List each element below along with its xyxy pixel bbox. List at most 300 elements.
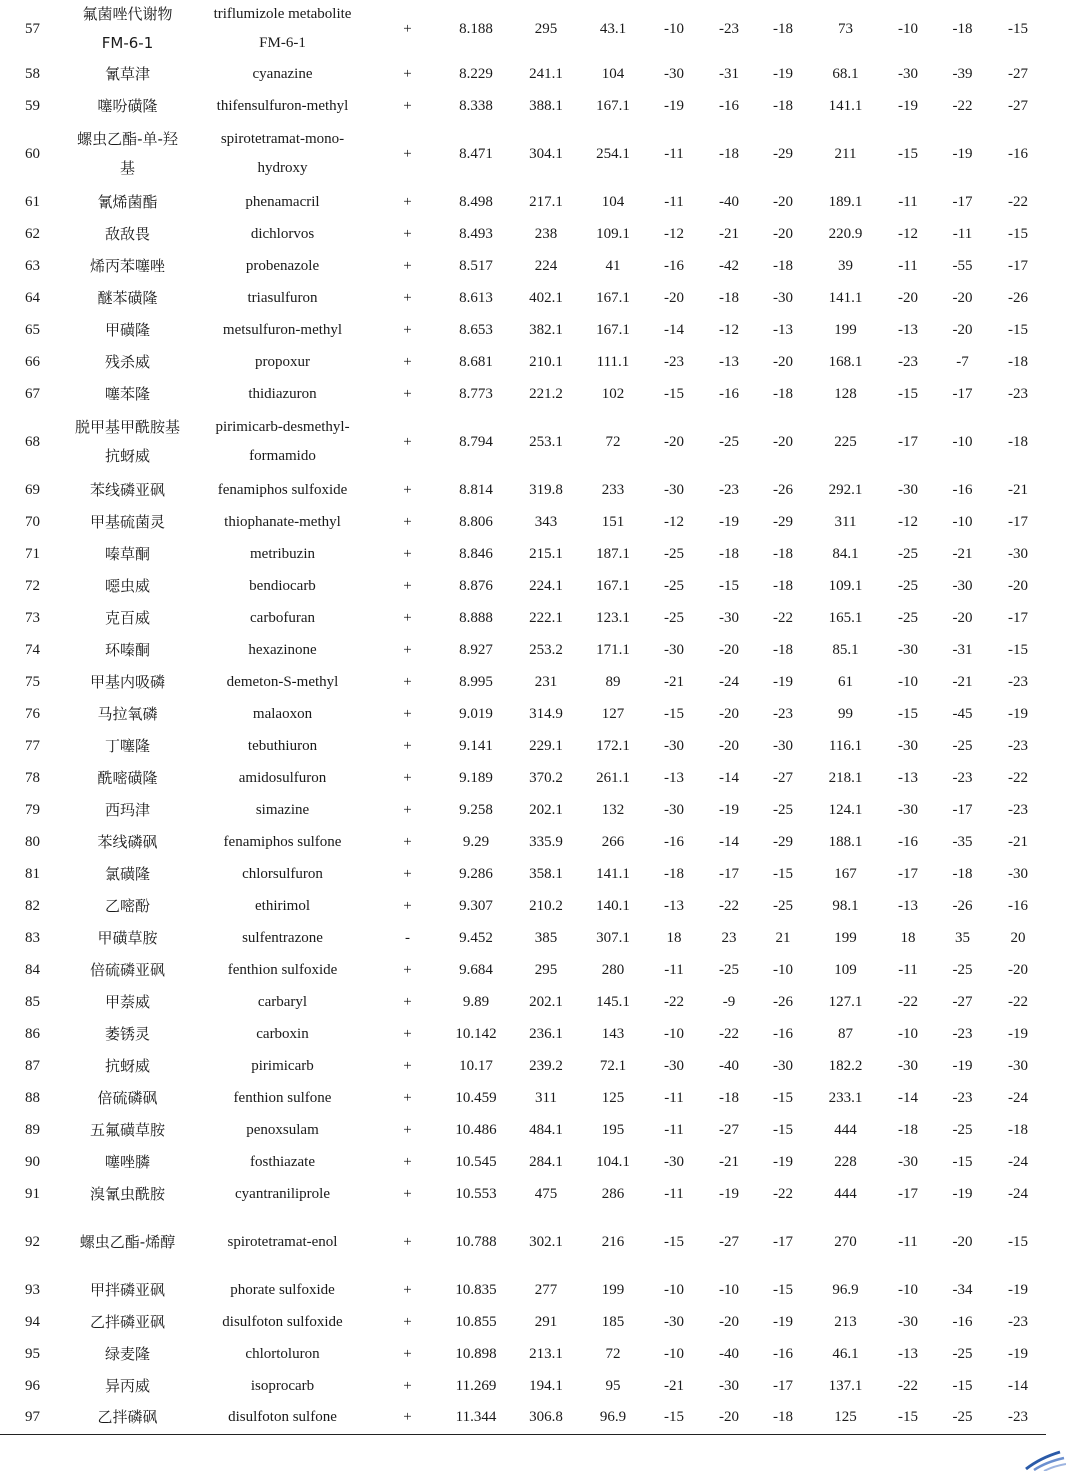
cell-precursor-ion: 239.2: [529, 1057, 563, 1074]
cell-param-a-2: -20: [952, 321, 973, 338]
cell-param-a-1: -22: [719, 1025, 739, 1042]
cell-param-a-2: -20: [952, 289, 973, 306]
cell-ion-mode: +: [403, 801, 412, 818]
cell-param-b-2: -23: [1008, 385, 1028, 402]
cell-name-cn: 马拉氧磷: [97, 704, 158, 723]
cell-retention-time: 9.307: [459, 897, 493, 914]
cell-param-a-2: -25: [952, 1345, 973, 1362]
cell-name-en: spirotetramat-enol: [227, 1233, 338, 1250]
table-row: [0, 474, 1046, 506]
cell-collision-energy-2: -11: [898, 961, 918, 978]
cell-product-ion-2: 233.1: [828, 1089, 863, 1106]
cell-product-ion-1: 151: [601, 513, 625, 530]
cell-param-b-1: -20: [773, 433, 793, 450]
cell-name-en: thifensulfuron-methyl: [216, 97, 349, 114]
cell-collision-energy-2: -17: [898, 865, 918, 882]
cell-collision-energy-1: -10: [664, 1345, 684, 1362]
cell-param-a-1: -14: [719, 769, 739, 786]
cell-product-ion-2: 141.1: [828, 289, 863, 306]
cell-retention-time: 8.613: [459, 289, 493, 306]
cell-product-ion-1: 141.1: [596, 865, 630, 882]
cell-param-a-2: -27: [952, 993, 973, 1010]
cell-name-en: fenthion sulfoxide: [227, 961, 338, 978]
cell-product-ion-1: 280: [601, 961, 625, 978]
cell-ion-mode: +: [403, 993, 412, 1010]
cell-product-ion-2: 189.1: [828, 193, 863, 210]
cell-name-cn: 五氟磺草胺: [89, 1120, 165, 1139]
cell-product-ion-2: 311: [834, 513, 857, 530]
cell-name-en: propoxur: [255, 353, 310, 370]
cell-no: 67: [25, 385, 40, 402]
cell-collision-energy-1: -19: [664, 97, 684, 114]
cell-precursor-ion: 475: [534, 1185, 558, 1202]
cell-name-cn: 萎锈灵: [104, 1024, 150, 1043]
cell-param-b-1: -18: [773, 641, 793, 658]
cell-collision-energy-2: -16: [898, 833, 918, 850]
cell-collision-energy-2: -30: [898, 65, 918, 82]
cell-name-cn: 醚苯磺隆: [97, 288, 158, 307]
cell-name-en: tebuthiuron: [247, 737, 318, 754]
cell-param-a-1: -20: [719, 1313, 739, 1330]
cell-param-a-1: -14: [719, 833, 739, 850]
cell-param-b-2: -20: [1008, 961, 1028, 978]
cell-param-b-2: -30: [1008, 865, 1028, 882]
cell-collision-energy-1: 18: [666, 929, 682, 946]
cell-product-ion-2: 116.1: [828, 737, 863, 754]
cell-ion-mode: +: [403, 897, 412, 914]
cell-collision-energy-2: -13: [898, 769, 918, 786]
cell-no: 71: [25, 545, 40, 562]
cell-no: 88: [25, 1089, 40, 1106]
cell-name-en: cyanazine: [252, 65, 313, 82]
cell-param-a-1: -30: [719, 1377, 739, 1394]
table-row: [0, 506, 1046, 538]
cell-no: 62: [25, 225, 40, 242]
cell-collision-energy-2: -15: [898, 385, 918, 402]
cell-product-ion-1: 109.1: [596, 225, 630, 242]
cell-name-cn: 甲磺草胺: [97, 928, 158, 947]
cell-param-b-1: -19: [773, 1313, 793, 1330]
cell-param-a-2: -25: [935, 1402, 990, 1434]
cell-product-ion-2: 220.9: [828, 225, 863, 242]
cell-retention-time: 8.681: [459, 353, 493, 370]
cell-name-cn: 酰嘧磺隆: [97, 768, 158, 787]
cell-param-b-2: -21: [1008, 481, 1028, 498]
cell-param-b-2: -30: [1008, 545, 1028, 562]
cell-name-cn: 克百威: [104, 608, 150, 627]
cell-collision-energy-2: -15: [898, 145, 918, 162]
cell-precursor-ion: 484.1: [529, 1121, 563, 1138]
cell-precursor-ion: 314.9: [529, 705, 563, 722]
cell-product-ion-2: 188.1: [828, 833, 863, 850]
cell-precursor-ion: 388.1: [529, 97, 563, 114]
cell-precursor-ion: 215.1: [529, 545, 563, 562]
cell-product-ion-1: 307.1: [596, 929, 630, 946]
cell-name-en: carboxin: [256, 1025, 309, 1042]
cell-param-b-2: -23: [990, 1402, 1046, 1434]
cell-param-b-2: -24: [1008, 1185, 1028, 1202]
cell-product-ion-2: 213: [834, 1313, 857, 1330]
cell-param-a-1: -23: [719, 20, 739, 37]
cell-param-a-1: -30: [719, 609, 739, 626]
cell-ion-mode: +: [403, 289, 412, 306]
cell-collision-energy-2: -25: [898, 545, 918, 562]
cell-param-b-1: -10: [773, 961, 793, 978]
cell-collision-energy-1: -10: [664, 1025, 684, 1042]
cell-retention-time: 8.846: [459, 545, 493, 562]
cell-retention-time: 10.486: [455, 1121, 497, 1138]
cell-no: 81: [25, 865, 40, 882]
cell-retention-time: 8.229: [459, 65, 493, 82]
cell-name-en: simazine: [255, 801, 310, 818]
cell-product-ion-1: 266: [601, 833, 625, 850]
cell-param-a-1: -12: [719, 321, 739, 338]
cell-param-b-2: -22: [1008, 193, 1028, 210]
cell-precursor-ion: 231: [534, 673, 558, 690]
cell-product-ion-1: 104: [601, 65, 625, 82]
cell-name-en: chlortoluron: [245, 1345, 320, 1362]
cell-ion-mode: +: [403, 145, 412, 162]
cell-param-b-1: -15: [773, 865, 793, 882]
cell-ion-mode: +: [403, 1345, 412, 1362]
cell-ion-mode: +: [403, 769, 412, 786]
table-row: [0, 602, 1046, 634]
cell-product-ion-2: 96.9: [832, 1281, 859, 1298]
cell-param-a-2: -39: [952, 65, 973, 82]
cell-name-cn: 氰烯菌酯: [97, 192, 158, 211]
cell-param-a-2: -31: [952, 641, 973, 658]
cell-collision-energy-1: -16: [664, 833, 684, 850]
cell-collision-energy-1: -10: [664, 20, 684, 37]
cell-param-b-2: -19: [1008, 1281, 1028, 1298]
cell-param-b-2: -17: [1008, 609, 1028, 626]
cell-param-b-2: -17: [1008, 257, 1028, 274]
cell-product-ion-2: 84.1: [832, 545, 859, 562]
cell-precursor-ion: 253.2: [529, 641, 563, 658]
cell-param-a-1: 23: [721, 929, 737, 946]
cell-param-a-2: -25: [952, 737, 973, 754]
cell-name-en: carbofuran: [250, 609, 315, 626]
cell-name-cn: 氰草津: [104, 64, 150, 83]
cell-collision-energy-1: -30: [664, 1057, 684, 1074]
cell-no: 82: [25, 897, 40, 914]
cell-param-b-1: -19: [773, 673, 793, 690]
table-row: [0, 250, 1046, 282]
cell-collision-energy-2: -22: [898, 1377, 918, 1394]
cell-param-b-1: -20: [773, 225, 793, 242]
cell-product-ion-1: 102: [601, 385, 625, 402]
cell-param-a-2: -35: [952, 833, 973, 850]
cell-param-a-2: -15: [952, 1153, 973, 1170]
cell-no: 66: [25, 353, 40, 370]
cell-param-b-1: 21: [775, 929, 791, 946]
cell-param-b-2: -20: [1008, 577, 1028, 594]
cell-param-b-2: -23: [1008, 673, 1028, 690]
cell-param-a-1: -40: [719, 1345, 739, 1362]
table-row: [0, 1082, 1046, 1114]
cell-collision-energy-1: -10: [664, 1281, 684, 1298]
cell-name-cn: 甲磺隆: [104, 320, 150, 339]
cell-collision-energy-1: -30: [664, 801, 684, 818]
cell-param-b-1: -19: [773, 65, 793, 82]
cell-param-a-1: -19: [719, 513, 739, 530]
cell-param-a-2: -45: [952, 705, 973, 722]
cell-param-b-1: -25: [773, 801, 793, 818]
cell-name-cn: 噻唑膦: [104, 1152, 150, 1171]
cell-name-en: thidiazuron: [248, 385, 317, 402]
cell-precursor-ion: 304.1: [529, 145, 563, 162]
cell-name-en: bendiocarb: [249, 577, 316, 594]
cell-ion-mode: +: [403, 1185, 412, 1202]
table-row: [0, 666, 1046, 698]
cell-collision-energy-2: 18: [900, 929, 916, 946]
cell-no: 84: [25, 961, 40, 978]
cell-ion-mode: +: [403, 20, 412, 37]
cell-name-en: isoprocarb: [250, 1377, 315, 1394]
cell-param-b-2: -19: [1008, 705, 1028, 722]
cell-param-a-2: -18: [952, 20, 973, 37]
cell-collision-energy-1: -30: [664, 737, 684, 754]
cell-param-b-2: -18: [1008, 433, 1028, 450]
cell-precursor-ion: 385: [534, 929, 558, 946]
cell-no: 59: [25, 97, 40, 114]
cell-no: 89: [25, 1121, 40, 1138]
cell-collision-energy-1: -30: [664, 65, 684, 82]
cell-product-ion-1: 185: [601, 1313, 625, 1330]
cell-precursor-ion: 229.1: [529, 737, 563, 754]
cell-retention-time: 11.344: [440, 1402, 512, 1434]
cell-collision-energy-2: -30: [898, 801, 918, 818]
table-row: [0, 1018, 1046, 1050]
cell-param-a-1: -40: [719, 193, 739, 210]
cell-no: 64: [25, 289, 40, 306]
cell-name-en: pirimicarb-desmethyl-formamido: [215, 419, 350, 464]
cell-retention-time: 8.498: [459, 193, 493, 210]
table-row: [0, 890, 1046, 922]
cell-collision-energy-2: -12: [898, 513, 918, 530]
cell-collision-energy-1: -11: [664, 961, 684, 978]
cell-name-cn: 乙拌磷砜: [65, 1402, 190, 1434]
table-row: [0, 570, 1046, 602]
cell-product-ion-1: 145.1: [596, 993, 630, 1010]
cell-name-en: probenazole: [245, 257, 320, 274]
cell-name-en: metribuzin: [250, 545, 315, 562]
cell-ion-mode: +: [403, 385, 412, 402]
cell-param-a-1: -17: [719, 865, 739, 882]
cell-param-b-1: -26: [773, 481, 793, 498]
cell-no: 60: [25, 145, 40, 162]
cell-name-en: dichlorvos: [250, 225, 315, 242]
table-row: [0, 186, 1046, 218]
cell-name-cn: 西玛津: [104, 800, 150, 819]
cell-collision-energy-1: -13: [664, 769, 684, 786]
cell-param-b-2: -27: [1008, 65, 1028, 82]
cell-precursor-ion: 291: [534, 1313, 558, 1330]
cell-name-cn: 甲拌磷亚砜: [89, 1280, 165, 1299]
cell-param-b-1: -23: [773, 705, 793, 722]
cell-name-cn: 溴氰虫酰胺: [89, 1184, 165, 1203]
cell-product-ion-1: 254.1: [596, 145, 630, 162]
cell-param-b-2: -19: [1008, 1025, 1028, 1042]
cell-no: 80: [25, 833, 40, 850]
cell-name-cn: 苯线磷砜: [97, 832, 158, 851]
cell-precursor-ion: 295: [534, 961, 558, 978]
cell-name-en: demeton-S-methyl: [226, 673, 339, 690]
cell-no: 75: [25, 673, 40, 690]
cell-name-cn: 螺虫乙酯-单-羟基: [77, 130, 178, 177]
table-row: [0, 858, 1046, 890]
cell-retention-time: 8.927: [459, 641, 493, 658]
cell-precursor-ion: 284.1: [529, 1153, 563, 1170]
cell-ion-mode: +: [403, 865, 412, 882]
cell-param-b-1: -18: [773, 545, 793, 562]
cell-collision-energy-2: -13: [898, 897, 918, 914]
cell-retention-time: 9.89: [462, 993, 490, 1010]
cell-product-ion-1: 43.1: [599, 20, 627, 37]
cell-product-ion-1: 172.1: [596, 737, 630, 754]
cell-param-a-2: -34: [952, 1281, 973, 1298]
cell-ion-mode: +: [403, 1089, 412, 1106]
cell-param-b-2: -15: [1008, 321, 1028, 338]
cell-param-b-2: -15: [1008, 1233, 1028, 1250]
cell-product-ion-1: 104: [601, 193, 625, 210]
cell-precursor-ion: 217.1: [529, 193, 563, 210]
cell-no: 72: [25, 577, 40, 594]
cell-product-ion-1: 89: [605, 673, 621, 690]
cell-param-b-2: -21: [1008, 833, 1028, 850]
cell-no: 77: [25, 737, 40, 754]
cell-collision-energy-1: -11: [664, 193, 684, 210]
cell-name-en: disulfoton sulfoxide: [222, 1313, 343, 1330]
cell-no: 65: [25, 321, 40, 338]
table-row: [0, 1370, 1046, 1402]
cell-param-a-1: -20: [719, 705, 739, 722]
cell-retention-time: 10.459: [455, 1089, 497, 1106]
cell-product-ion-2: 225: [834, 433, 857, 450]
cell-product-ion-1: 125: [601, 1089, 625, 1106]
cell-collision-energy-1: -12: [664, 225, 684, 242]
cell-param-a-1: -10: [719, 1281, 739, 1298]
cell-param-a-2: -15: [952, 1377, 973, 1394]
cell-product-ion-1: 140.1: [596, 897, 630, 914]
cell-no: 96: [25, 1377, 40, 1394]
cell-precursor-ion: 236.1: [529, 1025, 563, 1042]
cell-retention-time: 11.269: [455, 1377, 497, 1394]
cell-collision-energy-1: -23: [664, 353, 684, 370]
cell-product-ion-2: 199: [834, 929, 857, 946]
cell-retention-time: 8.995: [459, 673, 493, 690]
cell-param-a-1: -19: [719, 1185, 739, 1202]
cell-product-ion-1: 96.9: [580, 1402, 646, 1434]
cell-collision-energy-1: -12: [664, 513, 684, 530]
cell-param-b-2: -23: [1008, 801, 1028, 818]
cell-param-a-2: -21: [952, 673, 973, 690]
cell-param-a-1: -16: [719, 385, 739, 402]
cell-name-cn: 噁虫威: [104, 576, 150, 595]
cell-collision-energy-2: -30: [898, 737, 918, 754]
cell-collision-energy-1: -14: [664, 321, 684, 338]
cell-ion-mode: +: [403, 321, 412, 338]
cell-param-a-2: -16: [952, 481, 973, 498]
cell-param-b-2: -16: [1008, 897, 1028, 914]
cell-param-b-1: -18: [756, 1402, 810, 1434]
cell-param-b-1: -20: [773, 193, 793, 210]
cell-ion-mode: +: [403, 737, 412, 754]
table-row: [0, 794, 1046, 826]
table-row: [0, 90, 1046, 122]
cell-product-ion-2: 98.1: [832, 897, 859, 914]
cell-product-ion-2: 127.1: [828, 993, 863, 1010]
cell-product-ion-1: 167.1: [596, 577, 630, 594]
table-row: [0, 762, 1046, 794]
cell-product-ion-2: 199: [834, 321, 857, 338]
cell-name-cn: 甲基内吸磷: [89, 672, 165, 691]
cell-no: 85: [25, 993, 40, 1010]
cell-collision-energy-1: -15: [664, 1233, 684, 1250]
cell-retention-time: 9.684: [459, 961, 493, 978]
cell-retention-time: 10.898: [455, 1345, 497, 1362]
cell-collision-energy-2: -12: [898, 225, 918, 242]
cell-param-b-2: -24: [1008, 1089, 1028, 1106]
cell-param-b-1: -18: [773, 257, 793, 274]
cell-no: 79: [25, 801, 40, 818]
cell-name-cn: 噻吩磺隆: [97, 96, 158, 115]
cell-retention-time: 10.17: [459, 1057, 493, 1074]
cell-name-en: triflumizole metabolite FM-6-1: [213, 6, 352, 51]
cell-ion-mode: +: [403, 705, 412, 722]
cell-product-ion-2: 68.1: [832, 65, 859, 82]
cell-param-a-1: -9: [722, 993, 736, 1010]
cell-name-en: fenamiphos sulfone: [223, 833, 342, 850]
cell-param-b-1: -30: [773, 289, 793, 306]
cell-name-en: spirotetramat-mono-hydroxy: [220, 131, 345, 176]
cell-product-ion-1: 167.1: [596, 321, 630, 338]
cell-product-ion-2: 211: [834, 145, 857, 162]
cell-no: 78: [25, 769, 40, 786]
cell-param-a-1: -42: [719, 257, 739, 274]
cell-ion-mode: +: [403, 1057, 412, 1074]
cell-collision-energy-2: -17: [898, 1185, 918, 1202]
cell-ion-mode: +: [403, 65, 412, 82]
cell-collision-energy-1: -30: [664, 1313, 684, 1330]
cell-param-b-1: -26: [773, 993, 793, 1010]
table-row: [0, 58, 1046, 90]
cell-name-cn: 倍硫磷亚砜: [89, 960, 165, 979]
table-row: [0, 538, 1046, 570]
cell-param-a-2: -30: [952, 577, 973, 594]
cell-param-b-1: -17: [773, 1377, 793, 1394]
cell-product-ion-2: 270: [834, 1233, 857, 1250]
cell-no: 57: [25, 20, 40, 37]
cell-param-b-1: -17: [773, 1233, 793, 1250]
cell-name-en: ethirimol: [255, 897, 310, 914]
cell-param-a-1: -13: [719, 353, 739, 370]
cell-collision-energy-2: -10: [898, 20, 918, 37]
cell-name-en: carbaryl: [257, 993, 308, 1010]
cell-product-ion-2: 128: [834, 385, 857, 402]
cell-retention-time: 9.286: [459, 865, 493, 882]
cell-collision-energy-1: -25: [664, 609, 684, 626]
cell-no: 83: [25, 929, 40, 946]
cell-collision-energy-2: -11: [898, 257, 918, 274]
cell-param-b-2: -27: [1008, 97, 1028, 114]
cell-product-ion-2: 292.1: [828, 481, 863, 498]
cell-no: 86: [25, 1025, 40, 1042]
cell-param-a-1: -20: [702, 1402, 756, 1434]
cell-collision-energy-1: -15: [664, 385, 684, 402]
cell-ion-mode: +: [403, 1233, 412, 1250]
cell-product-ion-2: 444: [834, 1185, 857, 1202]
